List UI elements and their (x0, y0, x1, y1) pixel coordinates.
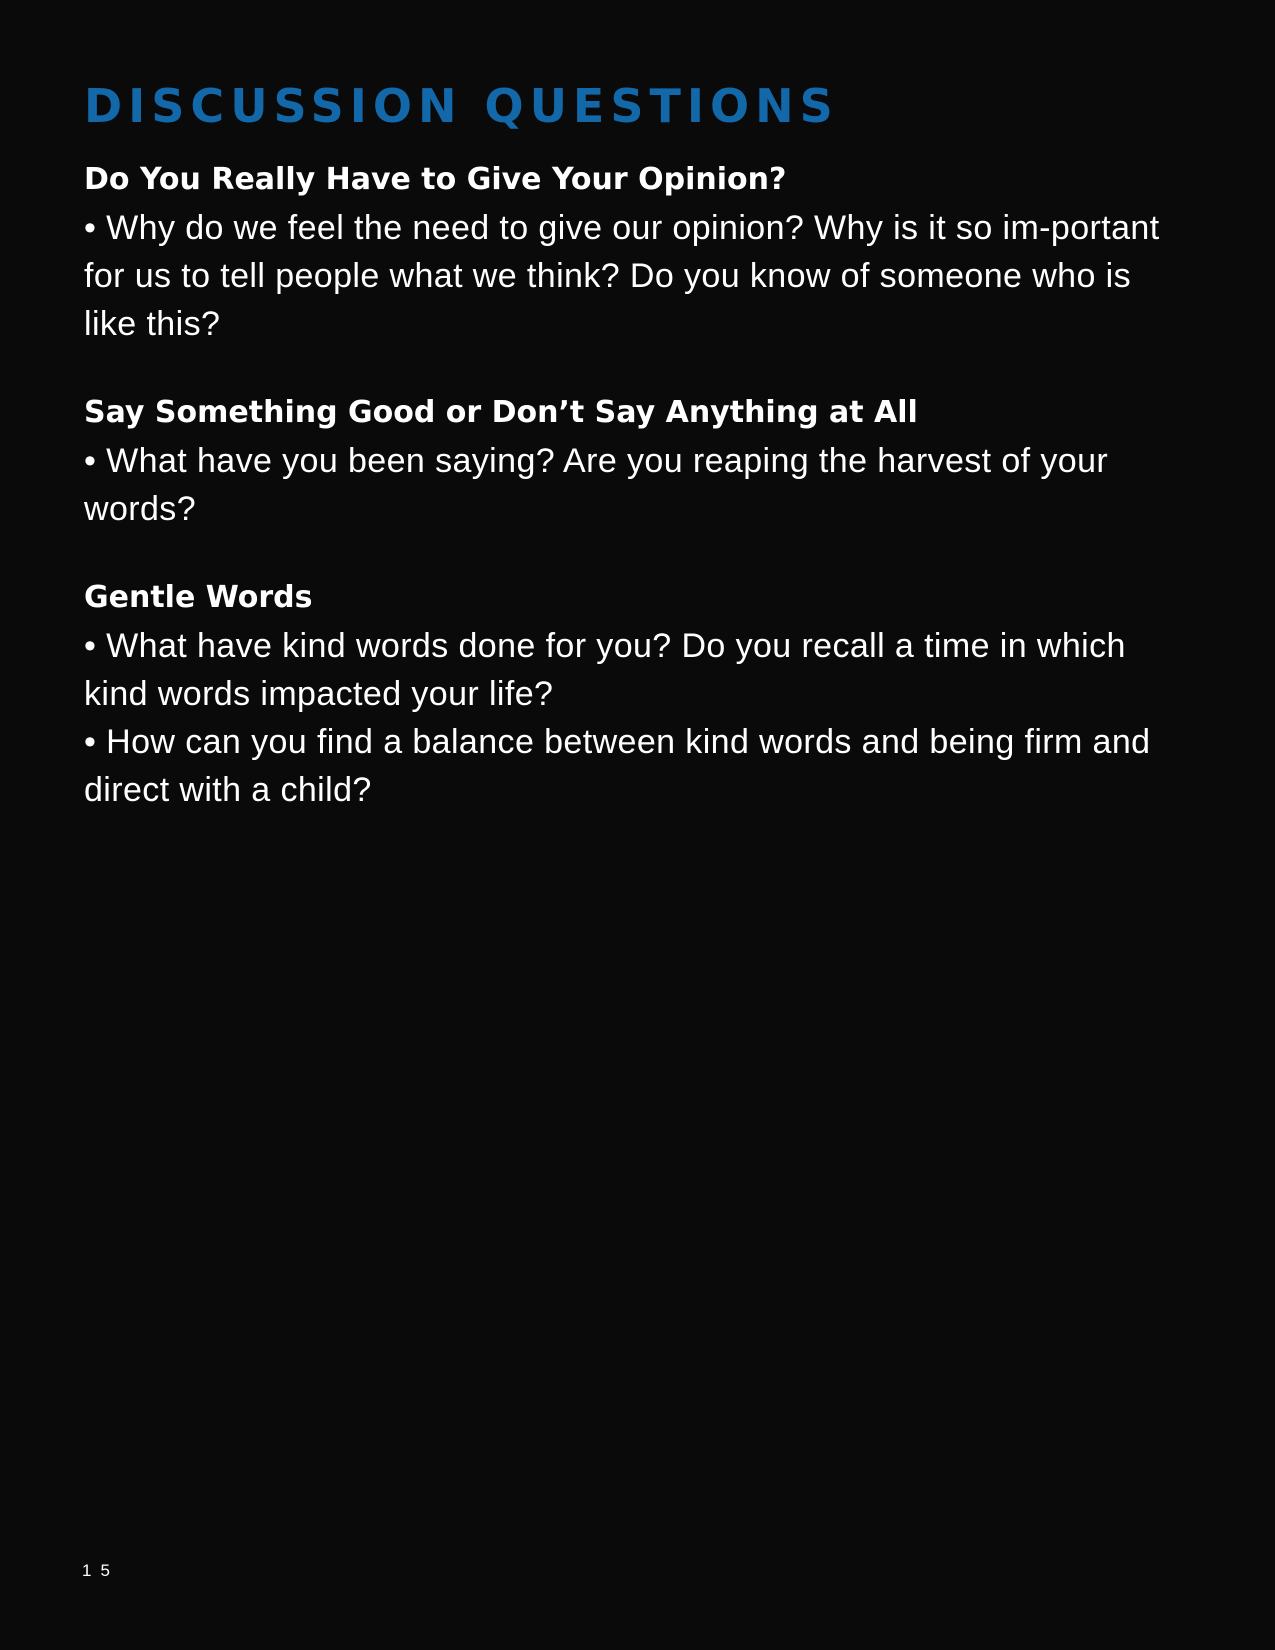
section-heading: Gentle Words (84, 580, 313, 615)
section-say-something-good (84, 389, 1184, 533)
page-title: DISCUSSION QUESTIONS (84, 79, 839, 133)
section-give-your-opinion (84, 156, 1184, 348)
section-heading: Do You Really Have to Give Your Opinion? (84, 162, 787, 197)
question-item: • Why do we feel the need to give our opinion? Why is it so im-portant for us to tell people what we think? Do you know of someone who is like this? (84, 209, 1160, 343)
section-gentle-words (84, 574, 1184, 814)
page-number: 15 (82, 1561, 119, 1580)
question-item: • What have you been saying? Are you reaping the harvest of your words? (84, 442, 1109, 528)
document-page (84, 78, 1184, 814)
section-heading: Say Something Good or Don’t Say Anything at All (84, 395, 918, 430)
question-item: • What have kind words done for you? Do you recall a time in which kind words impacted your life? (84, 627, 1126, 713)
question-item: • How can you find a balance between kind words and being firm and direct with a child? (84, 723, 1151, 809)
